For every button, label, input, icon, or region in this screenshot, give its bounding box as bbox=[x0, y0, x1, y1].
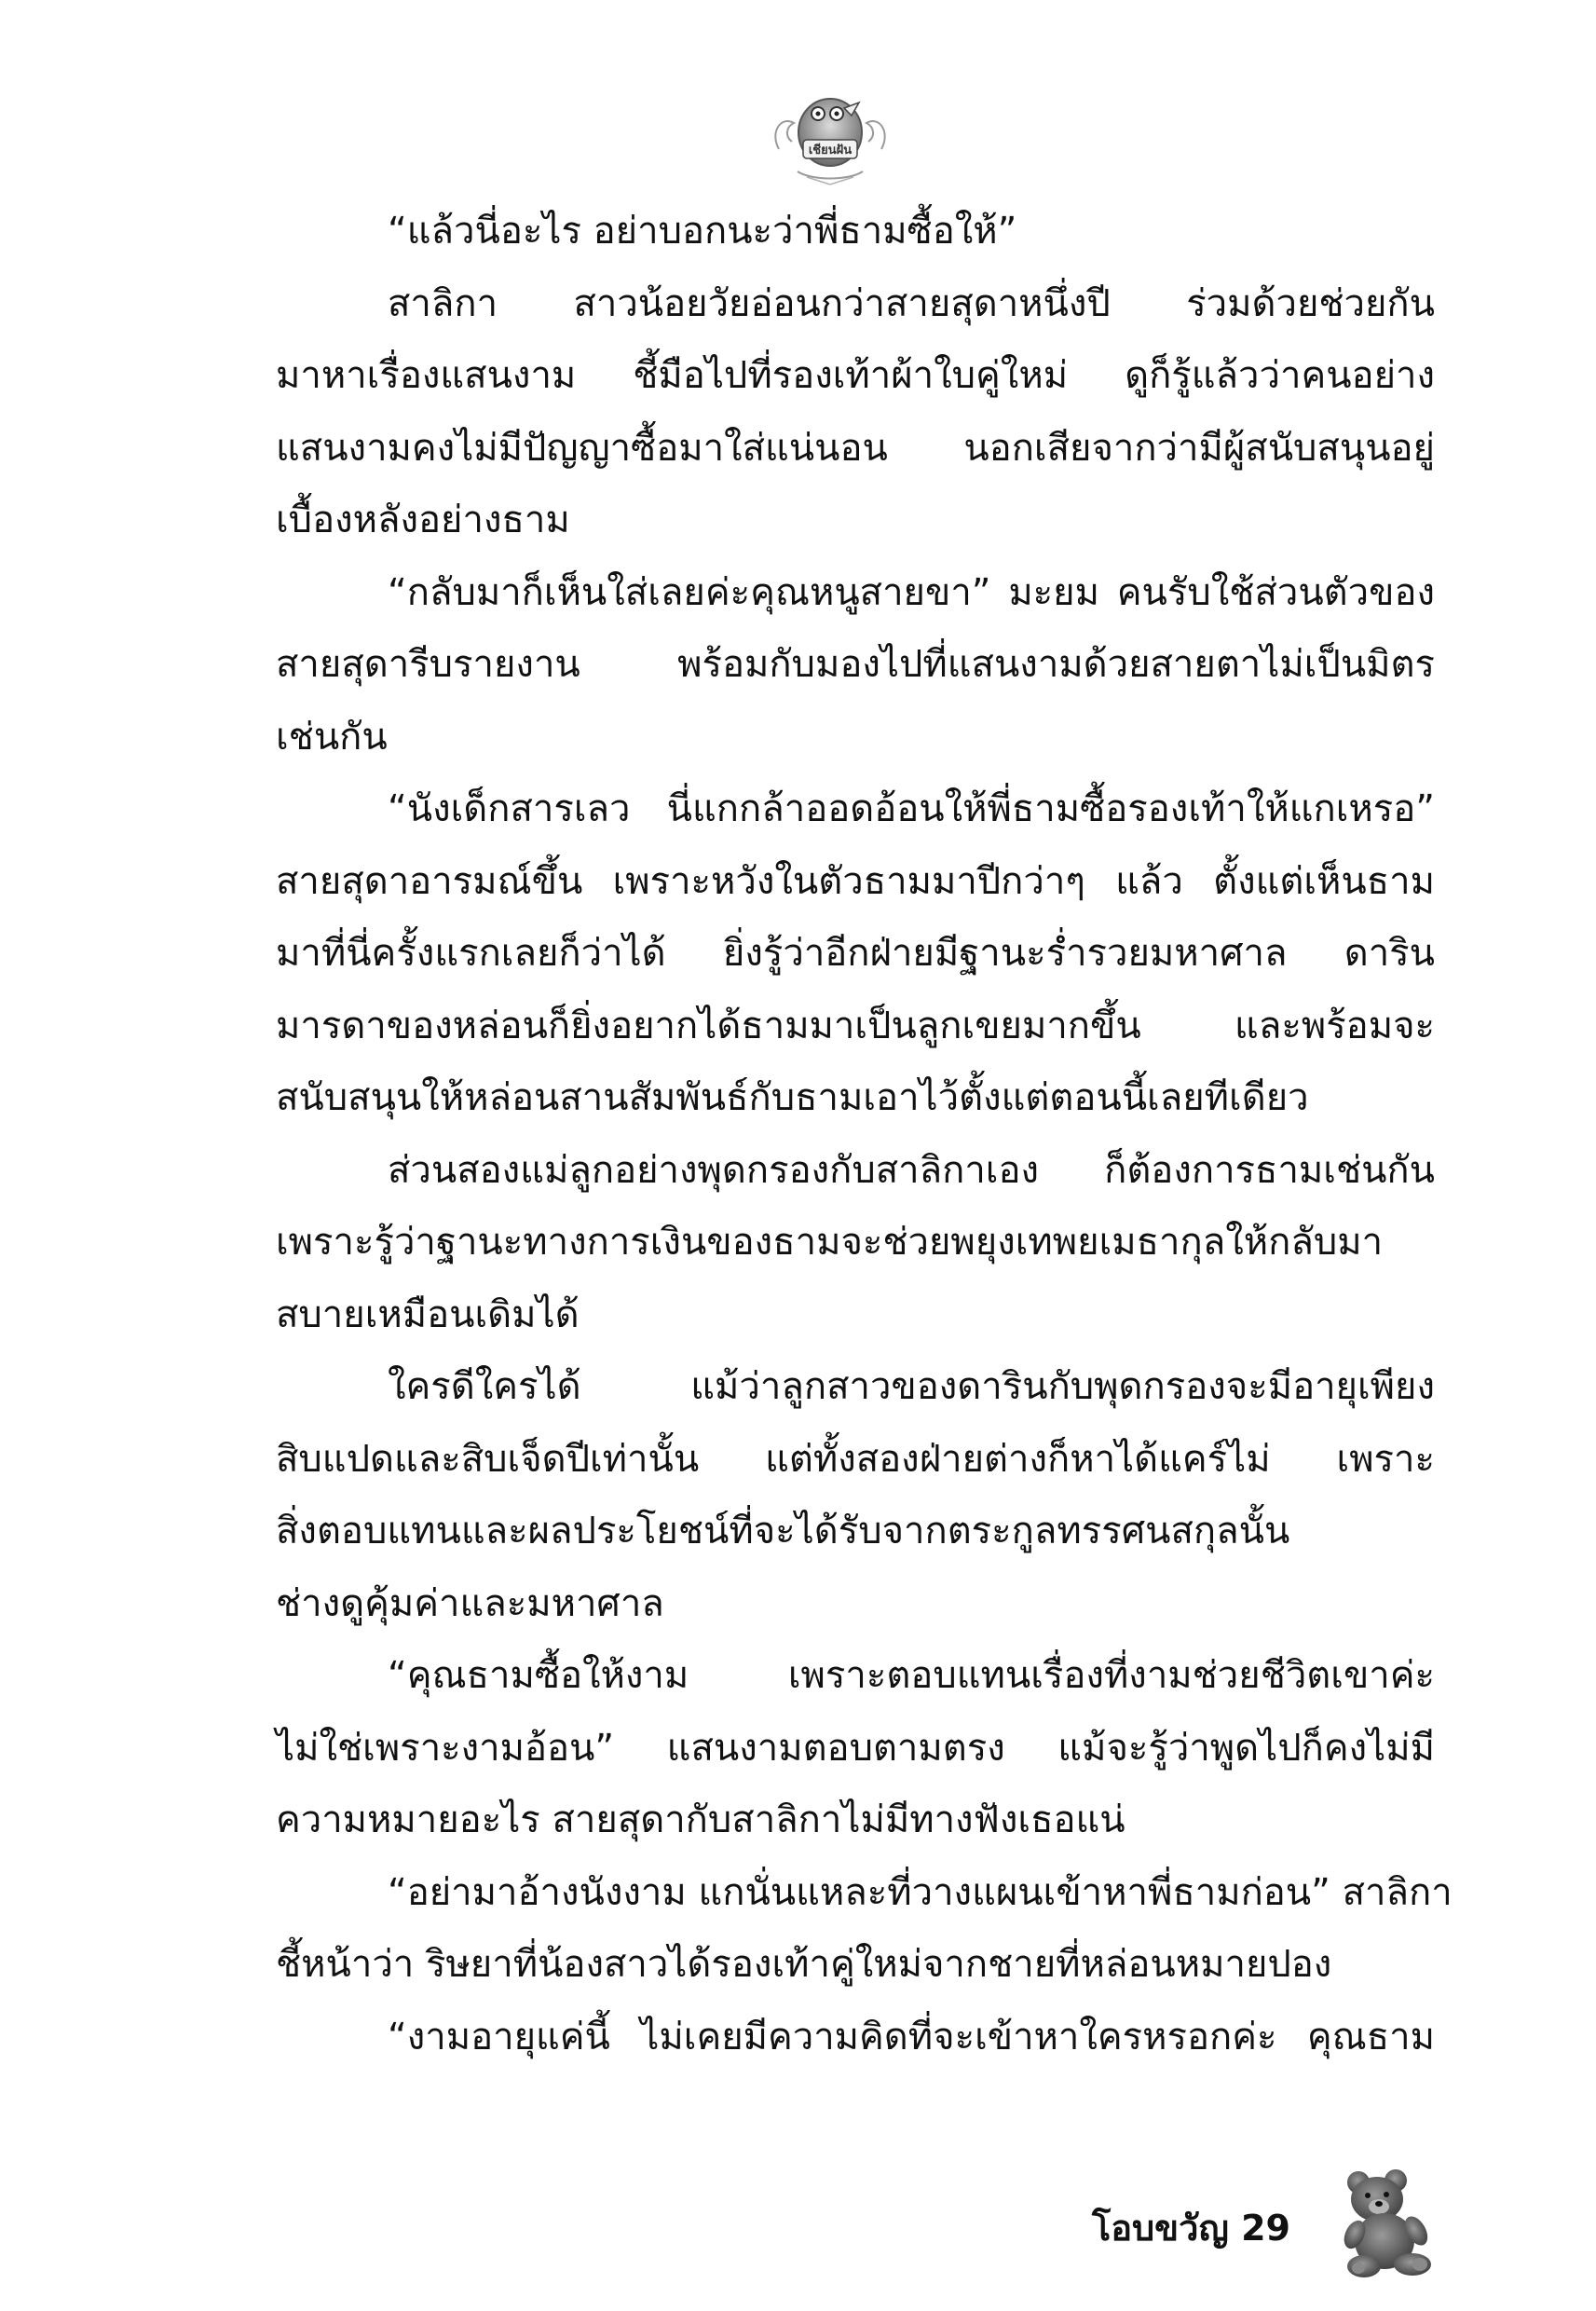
paragraph-line: เบื้องหลังอย่างธาม bbox=[276, 499, 570, 541]
paragraph-line: เพราะรู้ว่าฐานะทางการเงินของธามจะช่วยพยุงเทพยเมธากุลให้กลับมา bbox=[276, 1221, 1384, 1264]
paragraph-line: สายสุดารีบรายงาน พร้อมกับมองไปที่แสนงามด้วยสายตาไม่เป็นมิตร bbox=[276, 643, 1435, 686]
book-title: โอบขวัญ bbox=[1091, 2208, 1229, 2249]
footer-label bbox=[1092, 2199, 1290, 2256]
paragraph-line: “งามอายุแค่นี้ ไม่เคยมีความคิดที่จะเข้าหาใครหรอกค่ะ คุณธาม bbox=[388, 2015, 1435, 2058]
paragraph-line: “อย่ามาอ้างนังงาม แกนั่นแหละที่วางแผนเข้าหาพี่ธามก่อน” สาลิกา bbox=[388, 1870, 1453, 1914]
page-footer bbox=[1053, 2162, 1444, 2283]
paragraph-line: สิ่งตอบแทนและผลประโยชน์ที่จะได้รับจากตระกูลทรรศนสกุลนั้น bbox=[276, 1510, 1290, 1552]
paragraph-line: ไม่ใช่เพราะงามอ้อน” แสนงามตอบตามตรง แม้จะรู้ว่าพูดไปก็คงไม่มี bbox=[276, 1726, 1435, 1770]
paragraph-line: สบายเหมือนเดิมได้ bbox=[276, 1292, 580, 1336]
publisher-emblem-icon bbox=[770, 67, 891, 188]
emblem-label: เชียนฝัน bbox=[808, 144, 853, 157]
paragraph-line: สิบแปดและสิบเจ็ดปีเท่านั้น แต่ทั้งสองฝ่ายต่างก็หาได้แคร์ไม่ เพราะ bbox=[276, 1437, 1435, 1481]
paragraph-line: ชี้หน้าว่า ริษยาที่น้องสาวได้รองเท้าคู่ใหม่จากชายที่หล่อนหมายปอง bbox=[276, 1943, 1332, 1986]
paragraph-line: ช่างดูคุ้มค่าและมหาศาล bbox=[276, 1581, 664, 1625]
teddy-bear-icon bbox=[1323, 2162, 1444, 2283]
paragraph-line: “กลับมาก็เห็นใส่เลยค่ะคุณหนูสายขา” มะยม คนรับใช้ส่วนตัวของ bbox=[388, 570, 1435, 614]
body-text bbox=[276, 196, 1453, 2073]
paragraph-line: “คุณธามซื้อให้งาม เพราะตอบแทนเรื่องที่งามช่วยชีวิตเขาค่ะ bbox=[388, 1654, 1435, 1697]
paragraph-line: สาลิกา สาวน้อยวัยอ่อนกว่าสายสุดาหนึ่งปี ร่วมด้วยช่วยกัน bbox=[388, 281, 1435, 325]
paragraph-line: แสนงามคงไม่มีปัญญาซื้อมาใส่แน่นอน นอกเสียจากว่ามีผู้สนับสนุนอยู่ bbox=[276, 426, 1435, 470]
paragraph-line: ใครดีใครได้ แม้ว่าลูกสาวของดารินกับพุดกรองจะมีอายุเพียง bbox=[388, 1365, 1435, 1408]
paragraph-line: มารดาของหล่อนก็ยิ่งอยากได้ธามมาเป็นลูกเขยมากขึ้น และพร้อมจะ bbox=[276, 1004, 1435, 1047]
paragraph-line: “นังเด็กสารเลว นี่แกกล้าออดอ้อนให้พี่ธามซื้อรองเท้าให้แกเหรอ” bbox=[388, 787, 1435, 830]
paragraph-line: ส่วนสองแม่ลูกอย่างพุดกรองกับสาลิกาเอง ก็ต้องการธามเช่นกัน bbox=[388, 1148, 1435, 1192]
paragraph-line: มาที่นี่ครั้งแรกเลยก็ว่าได้ ยิ่งรู้ว่าอีกฝ่ายมีฐานะร่ำรวยมหาศาล ดาริน bbox=[276, 932, 1435, 975]
page-number: 29 bbox=[1241, 2208, 1290, 2249]
paragraph-line: ความหมายอะไร สายสุดากับสาลิกาไม่มีทางฟังเธอแน่ bbox=[276, 1798, 1125, 1841]
paragraph-line: มาหาเรื่องแสนงาม ชี้มือไปที่รองเท้าผ้าใบคู่ใหม่ ดูก็รู้แล้วว่าคนอย่าง bbox=[276, 354, 1435, 397]
paragraph-line: สนับสนุนให้หล่อนสานสัมพันธ์กับธามเอาไว้ตั้งแต่ตอนนี้เลยทีเดียว bbox=[276, 1076, 1309, 1119]
paragraph-line: “แล้วนี่อะไร อย่าบอกนะว่าพี่ธามซื้อให้” bbox=[388, 210, 1017, 253]
paragraph-line: สายสุดาอารมณ์ขึ้น เพราะหวังในตัวธามมาปีกว่าๆ แล้ว ตั้งแต่เห็นธาม bbox=[276, 859, 1435, 903]
paragraph-line: เช่นกัน bbox=[276, 715, 388, 759]
